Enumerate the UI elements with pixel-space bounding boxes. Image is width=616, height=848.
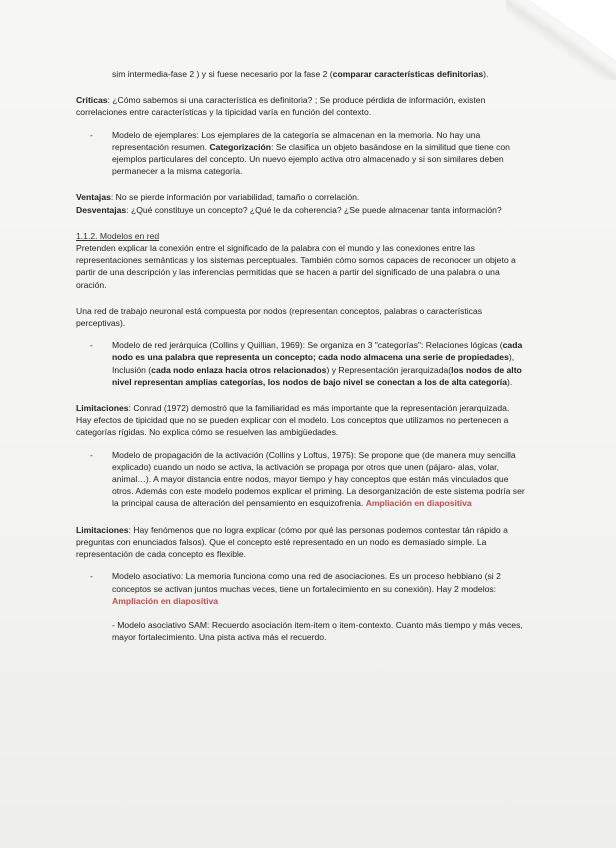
- bullet-ejemplares: [76, 129, 526, 178]
- jerarquico-bold-3: los nodos de alto nivel representan amplias categorías, los nodos de bajo nivel se conectan a los de alta categoría: [112, 364, 522, 387]
- jerarquico-text-3: ) y Representación jerarquizada(: [326, 364, 452, 375]
- bullet-jerarquico: [76, 339, 526, 388]
- asociativo-text: Modelo asociativo: La memoria funciona como una red de asociaciones. Es un proceso hebbiano (si 2 conceptos se activan juntos muchas veces, tiene un fortalecimiento en su conexión). Hay 2 modelos:: [112, 571, 501, 594]
- limitaciones-1-label: Limitaciones: [76, 403, 129, 414]
- desventajas-label: Desventajas: [76, 204, 127, 215]
- ventajas-paragraph: [76, 191, 526, 203]
- desventajas-text: : ¿Qué constituye un concepto? ¿Qué le da coherencia? ¿Se puede almacenar tanta información?: [126, 204, 502, 215]
- ventajas-label: Ventajas: [76, 192, 111, 203]
- section-paragraph-1: Pretenden explicar la conexión entre el significado de la palabra con el mundo y las conexiones entre las representaciones semánticas y los sistemas perceptuales. También cómo somos capaces de reconocer un objeto a partir de una descripción y las inferencias permitidas que se hacen a partir del significado de una palabra o una oración.: [76, 243, 516, 290]
- criticas-text: : ¿Cómo sabemos si una característica es definitoria? ; Se produce pérdida de información, existen correlaciones entre características y la tipicidad varía en función del contexto.: [76, 95, 486, 118]
- propagacion-text: Modelo de propagación de la activación (Collins y Loftus, 1975): Se propone que (de manera muy sencilla explicado) cuando un nodo se activa, la activación se propaga por otros que unen (pájaro- alas, volar, animal…). A mayor distancia entre nodos, mayor tiempo y hay conceptos que están más vinculados que otros. Además con este modelo podemos explicar el priming. La desorganización de este sistema podría ser la principal causa de alteración del pensamiento en esquizofrenia.: [112, 449, 525, 509]
- folded-corner: [530, 0, 616, 60]
- bullet-asociativo: [76, 570, 526, 607]
- jerarquico-text-4: ).: [506, 376, 513, 387]
- ejemplares-text-end: : Se clasifica un objeto basándose en la similitud que tiene con ejemplos particulares del concepto. Un nuevo ejemplo activa otro almacenado y si son similares deben permanecer a la misma categoría.: [112, 141, 510, 177]
- intro-text: sim intermedia-fase 2 ) y si fuese necesario por la fase 2 (: [112, 69, 333, 79]
- jerarquico-text-1: Modelo de red jerárquica (Collins y Quillian, 1969): Se organiza en 3 "categorías": Relaciones lógicas (: [112, 340, 503, 351]
- section-heading: 1.1.2. Modelos en red: [76, 230, 160, 241]
- bullet-propagacion: [76, 449, 526, 510]
- section-paragraph-2: Una red de trabajo neuronal está compuesta por nodos (representan conceptos, palabras o características perceptivas).: [76, 305, 483, 329]
- limitaciones-2-label: Limitaciones: [76, 524, 129, 535]
- bullet-dash: -: [90, 340, 93, 351]
- jerarquico-bold-1: cada nodo es una palabra que representa un concepto; cada nodo almacena una serie de propiedades: [112, 340, 523, 363]
- limitaciones-2-paragraph: [76, 524, 526, 561]
- criticas-paragraph: [76, 94, 526, 118]
- bullet-dash: -: [90, 449, 93, 460]
- ejemplares-text: Modelo de ejemplares: Los ejemplares de la categoría se almacenan en la memoria. No hay una representación resumen.: [112, 129, 481, 152]
- bullet-dash: -: [90, 129, 93, 140]
- ventajas-text: : No se pierde información por variabilidad, tamaño o correlación.: [110, 192, 360, 203]
- asociativo-slide-link: Ampliación en diapositiva: [112, 595, 219, 606]
- propagacion-slide-link: Ampliación en diapositiva: [365, 498, 472, 509]
- jerarquico-bold-2: cada nodo enlaza hacia otros relacionados: [151, 364, 327, 375]
- intro-text-end: ).: [483, 69, 489, 79]
- limitaciones-1-text: : Conrad (1972) demostró que la familiaridad es más importante que la representación jerarquizada. Hay efectos de tipicidad que no se pueden explicar con el modelo. Los conceptos que utilizamos no pertenecen a categorías rígidas. No explica cómo se resuelven las ambigüedades.: [76, 403, 510, 438]
- intro-paragraph: [76, 68, 526, 80]
- ejemplares-bold: Categorización: [209, 141, 272, 152]
- limitaciones-1-paragraph: [76, 402, 526, 439]
- document-body: [76, 68, 526, 643]
- bullet-dash: -: [90, 571, 93, 582]
- intro-bold: comparar características definitorias: [332, 69, 484, 79]
- desventajas-paragraph: [76, 204, 526, 216]
- jerarquico-text-2: ), Inclusión (: [112, 352, 515, 375]
- criticas-label: Críticas: [76, 95, 108, 106]
- limitaciones-2-text: : Hay fenómenos que no logra explicar (cómo por qué las personas podemos contestar tán rápido a preguntas con enunciados falsos). Que el concepto esté representado en un nodo es demasiado simple. La representación de cada concepto es flexible.: [76, 524, 508, 560]
- sam-paragraph: - Modelo asociativo SAM: Recuerdo asociación item-item o item-contexto. Cuanto más tiempo y más veces, mayor fortalecimiento. Una pista activa más el recuerdo.: [112, 619, 523, 643]
